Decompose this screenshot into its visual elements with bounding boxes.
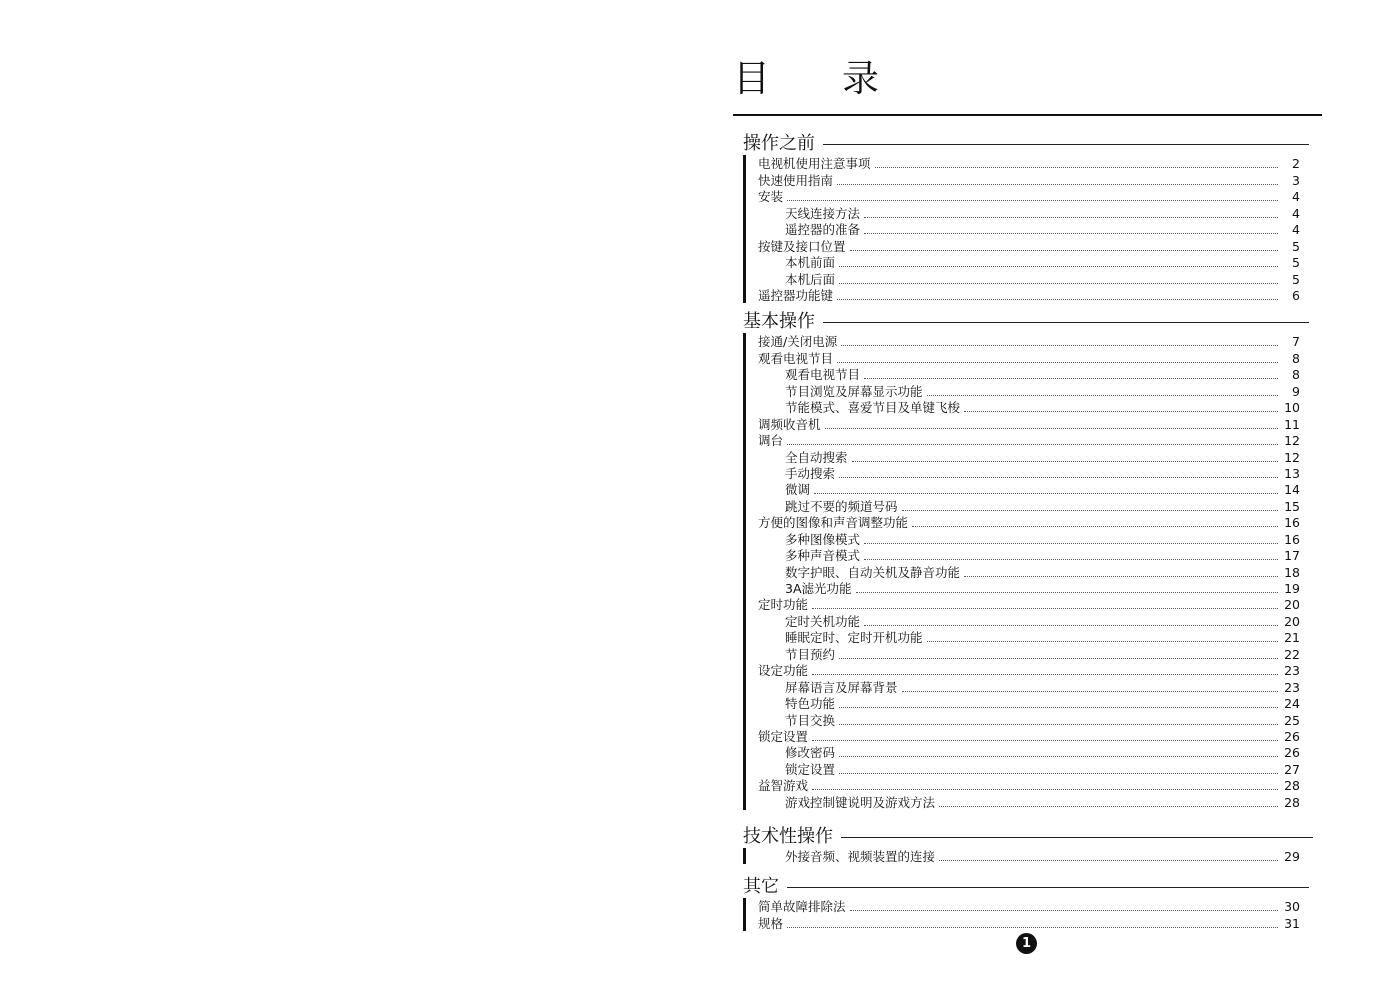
dot-leader (812, 608, 1278, 609)
section-entries (743, 333, 1300, 810)
entry-label: 跳过不要的频道号码 (785, 498, 898, 514)
toc-entry[interactable] (746, 563, 1300, 579)
entry-label: 观看电视节目 (758, 350, 834, 366)
toc-entry[interactable] (746, 547, 1300, 563)
toc-entry[interactable] (746, 744, 1300, 760)
dot-leader (839, 756, 1278, 757)
toc-entry[interactable] (746, 514, 1300, 530)
toc-section (743, 133, 1300, 303)
entry-label: 睡眠定时、定时开机功能 (785, 630, 923, 646)
dot-leader (812, 740, 1278, 741)
dot-leader (856, 592, 1278, 593)
toc-entry[interactable] (746, 612, 1300, 628)
dot-leader (814, 493, 1278, 494)
toc-entry[interactable] (746, 415, 1300, 431)
toc-entry[interactable] (746, 596, 1300, 612)
toc-entry[interactable] (746, 382, 1300, 398)
entry-page-number: 21 (1284, 630, 1300, 646)
toc-entry[interactable] (746, 432, 1300, 448)
entry-label: 3A滤光功能 (785, 581, 852, 596)
entry-label: 遥控器功能键 (758, 287, 834, 303)
entry-label: 游戏控制键说明及游戏方法 (785, 794, 936, 810)
entry-label: 多种图像模式 (785, 531, 861, 547)
entry-page-number: 2 (1292, 156, 1300, 172)
dot-leader (812, 789, 1278, 790)
dot-leader (852, 461, 1278, 462)
dot-leader (864, 543, 1278, 544)
entry-label: 特色功能 (785, 696, 836, 712)
entry-label: 调台 (758, 433, 784, 449)
toc-entry[interactable] (746, 204, 1300, 220)
toc-entry[interactable] (746, 711, 1300, 727)
entry-page-number: 12 (1284, 449, 1300, 465)
toc-entry[interactable] (746, 793, 1300, 809)
dot-leader (902, 510, 1278, 511)
toc-entry[interactable] (746, 760, 1300, 776)
entry-page-number: 26 (1284, 745, 1300, 761)
section-entries (743, 898, 1300, 931)
entry-label: 定时关机功能 (785, 613, 861, 629)
entry-page-number: 5 (1292, 238, 1300, 254)
title-divider (733, 114, 1322, 116)
toc-entry[interactable] (746, 662, 1300, 678)
entry-label: 安装 (758, 189, 784, 205)
toc-entry[interactable] (746, 728, 1300, 744)
dot-leader (839, 658, 1278, 659)
section-rule (743, 887, 1309, 888)
toc-entry[interactable] (746, 237, 1300, 253)
entry-page-number: 23 (1284, 679, 1300, 695)
entry-label: 屏幕语言及屏幕背景 (785, 679, 898, 695)
entry-page-number: 20 (1284, 597, 1300, 613)
section-title: 其它 (743, 876, 787, 898)
toc-entry[interactable] (746, 497, 1300, 513)
entry-label: 本机后面 (785, 271, 836, 287)
dot-leader (850, 910, 1278, 911)
toc-entry[interactable] (746, 695, 1300, 711)
entry-page-number: 24 (1284, 696, 1300, 712)
entry-page-number: 18 (1284, 564, 1300, 580)
toc-entry[interactable] (746, 465, 1300, 481)
dot-leader (837, 299, 1278, 300)
entry-label: 节目浏览及屏幕显示功能 (785, 383, 923, 399)
entry-page-number: 4 (1292, 222, 1300, 238)
section-entries (743, 155, 1300, 303)
entry-label: 调频收音机 (758, 416, 821, 432)
toc-entry[interactable] (746, 349, 1300, 365)
entry-label: 电视机使用注意事项 (758, 156, 871, 172)
section-header (743, 826, 1300, 848)
section-header (743, 133, 1300, 155)
dot-leader (964, 411, 1278, 412)
dot-leader (927, 395, 1278, 396)
entry-page-number: 13 (1284, 465, 1300, 481)
dot-leader (939, 860, 1278, 861)
dot-leader (902, 691, 1278, 692)
entry-page-number: 28 (1284, 778, 1300, 794)
toc-section (743, 826, 1300, 864)
entry-page-number: 11 (1284, 416, 1300, 432)
entry-page-number: 19 (1284, 581, 1300, 596)
entry-page-number: 22 (1284, 646, 1300, 662)
dot-leader (864, 559, 1278, 560)
entry-label: 遥控器的准备 (785, 222, 861, 238)
toc-entry[interactable] (746, 448, 1300, 464)
entry-page-number: 27 (1284, 761, 1300, 777)
dot-leader (964, 576, 1278, 577)
dot-leader (787, 444, 1278, 445)
entry-page-number: 29 (1284, 849, 1300, 865)
dot-leader (864, 378, 1278, 379)
dot-leader (839, 773, 1278, 774)
entry-label: 天线连接方法 (785, 205, 861, 221)
entry-label: 多种声音模式 (785, 548, 861, 564)
toc-entry[interactable] (746, 678, 1300, 694)
entry-page-number: 26 (1284, 728, 1300, 744)
entry-label: 全自动搜索 (785, 449, 848, 465)
entry-label: 方便的图像和声音调整功能 (758, 515, 909, 531)
entry-page-number: 9 (1292, 383, 1300, 399)
dot-leader (839, 266, 1278, 267)
entry-page-number: 5 (1292, 255, 1300, 271)
toc-entry[interactable] (746, 645, 1300, 661)
section-title: 技术性操作 (743, 826, 841, 848)
dot-leader (837, 184, 1278, 185)
entry-page-number: 8 (1292, 350, 1300, 366)
entry-page-number: 7 (1292, 334, 1300, 350)
section-rule (743, 144, 1309, 145)
toc-entry[interactable] (746, 188, 1300, 204)
dot-leader (939, 806, 1278, 807)
entry-label: 设定功能 (758, 663, 809, 679)
entry-label: 外接音频、视频装置的连接 (785, 849, 936, 865)
toc-section (743, 876, 1300, 931)
toc-section (743, 311, 1300, 810)
entry-page-number: 15 (1284, 498, 1300, 514)
entry-page-number: 16 (1284, 531, 1300, 547)
section-header (743, 876, 1300, 898)
entry-label: 锁定设置 (758, 728, 809, 744)
section-rule (743, 322, 1309, 323)
toc-entry[interactable] (746, 481, 1300, 497)
toc-entry[interactable] (746, 221, 1300, 237)
section-header (743, 311, 1300, 333)
toc-entry[interactable] (746, 287, 1300, 303)
toc-entry[interactable] (746, 333, 1300, 349)
entry-label: 简单故障排除法 (758, 899, 846, 915)
entry-page-number: 17 (1284, 548, 1300, 564)
entry-label: 定时功能 (758, 597, 809, 613)
entry-label: 微调 (785, 482, 811, 498)
entry-page-number: 10 (1284, 400, 1300, 416)
dot-leader (912, 526, 1278, 527)
entry-page-number: 5 (1292, 271, 1300, 287)
entry-label: 节目交换 (785, 712, 836, 728)
toc-entry[interactable] (746, 399, 1300, 415)
entry-page-number: 4 (1292, 189, 1300, 205)
page-number-badge: 1 (1016, 933, 1037, 954)
entry-page-number: 30 (1284, 899, 1300, 915)
toc-entry[interactable] (746, 914, 1300, 930)
page-title: 目录 (733, 57, 951, 100)
dot-leader (839, 707, 1278, 708)
entry-page-number: 4 (1292, 205, 1300, 221)
section-entries (743, 848, 1300, 864)
section-title: 操作之前 (743, 133, 823, 155)
dot-leader (812, 674, 1278, 675)
entry-page-number: 3 (1292, 172, 1300, 188)
entry-page-number: 6 (1292, 287, 1300, 303)
toc-entry[interactable] (746, 155, 1300, 171)
toc-entry[interactable] (746, 580, 1300, 596)
entry-page-number: 25 (1284, 712, 1300, 728)
entry-label: 本机前面 (785, 255, 836, 271)
dot-leader (875, 167, 1278, 168)
entry-page-number: 8 (1292, 367, 1300, 383)
dot-leader (839, 283, 1278, 284)
dot-leader (864, 217, 1278, 218)
entry-label: 观看电视节目 (785, 367, 861, 383)
entry-label: 手动搜索 (785, 465, 836, 481)
dot-leader (850, 250, 1278, 251)
toc-entry[interactable] (746, 366, 1300, 382)
dot-leader (825, 428, 1278, 429)
entry-page-number: 20 (1284, 613, 1300, 629)
dot-leader (927, 641, 1278, 642)
entry-page-number: 28 (1284, 794, 1300, 810)
entry-label: 修改密码 (785, 745, 836, 761)
dot-leader (787, 200, 1278, 201)
toc-entry[interactable] (746, 254, 1300, 270)
entry-page-number: 12 (1284, 433, 1300, 449)
toc-entry[interactable] (746, 171, 1300, 187)
entry-page-number: 14 (1284, 482, 1300, 498)
toc-entry[interactable] (746, 629, 1300, 645)
dot-leader (837, 362, 1278, 363)
dot-leader (841, 345, 1278, 346)
section-title: 基本操作 (743, 311, 823, 333)
entry-label: 节能模式、喜爱节目及单键飞梭 (785, 400, 961, 416)
toc-entry[interactable] (746, 898, 1300, 914)
entry-page-number: 16 (1284, 515, 1300, 531)
dot-leader (839, 724, 1278, 725)
toc-entry[interactable] (746, 777, 1300, 793)
dot-leader (864, 625, 1278, 626)
toc-entry[interactable] (746, 848, 1300, 864)
dot-leader (839, 477, 1278, 478)
entry-label: 锁定设置 (785, 761, 836, 777)
entry-page-number: 23 (1284, 663, 1300, 679)
entry-label: 益智游戏 (758, 778, 809, 794)
dot-leader (864, 233, 1278, 234)
entry-label: 快速使用指南 (758, 172, 834, 188)
entry-page-number: 31 (1284, 915, 1300, 931)
entry-label: 节目预约 (785, 646, 836, 662)
entry-label: 按键及接口位置 (758, 238, 846, 254)
dot-leader (787, 927, 1278, 928)
toc-entry[interactable] (746, 530, 1300, 546)
entry-label: 接通/关闭电源 (758, 334, 838, 350)
entry-label: 规格 (758, 915, 784, 931)
entry-label: 数字护眼、自动关机及静音功能 (785, 564, 961, 580)
toc-entry[interactable] (746, 270, 1300, 286)
